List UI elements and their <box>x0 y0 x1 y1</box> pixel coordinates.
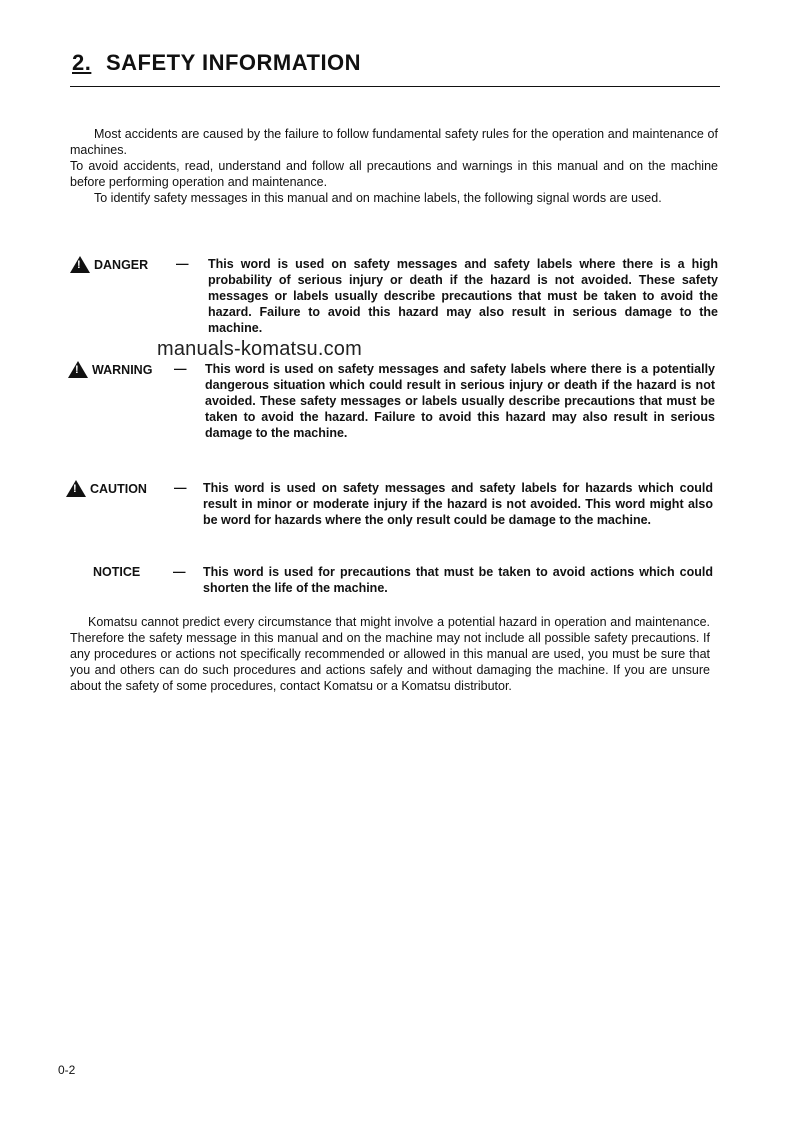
closing-paragraph: Komatsu cannot predict every circumstance that might involve a potential hazard in operation and maintenance. Therefore the safety message in this manual and on the machine may not include all possible safety precautions. If any procedures or actions not specifically recommended or allowed in this manual are used, you must be sure that you and others can do such procedures and actions safely and without damaging the machine. If you are unsure about the safety of some procedures, contact Komatsu or a Komatsu distributor. <box>70 615 710 693</box>
signal-word-danger <box>70 256 148 273</box>
signal-dash: — <box>173 565 186 579</box>
warning-triangle-icon <box>66 480 86 497</box>
title-rule <box>70 86 720 87</box>
page-title <box>72 50 361 76</box>
signal-dash: — <box>174 362 187 376</box>
signal-dash: — <box>174 481 187 495</box>
signal-notice <box>93 564 718 604</box>
signal-description: This word is used for precautions that must be taken to avoid actions which could shorten the life of the machine. <box>203 565 713 595</box>
intro-paragraph: To identify safety messages in this manual and on machine labels, the following signal words are used. <box>94 191 662 205</box>
section-number: 2. <box>72 50 92 75</box>
watermark-text: manuals-komatsu.com <box>157 338 362 360</box>
signal-danger <box>70 256 720 346</box>
signal-word-notice <box>93 564 140 580</box>
signal-label: WARNING <box>92 362 153 377</box>
signal-label: NOTICE <box>93 565 141 579</box>
warning-triangle-icon <box>68 361 88 378</box>
intro-text <box>70 126 718 206</box>
signal-label: DANGER <box>94 257 149 272</box>
section-title: SAFETY INFORMATION <box>105 50 362 75</box>
signal-description: This word is used on safety messages and safety labels for hazards which could result in minor or moderate injury if the hazard is not avoided. This word might also be word for hazards where the only result could be damage to the machine. <box>203 481 713 527</box>
signal-description: This word is used on safety messages and safety labels where there is a high probability of serious injury or death if the hazard is not avoided. These safety messages or labels usually describe precautions that must be taken to avoid the hazard. Failure to avoid this hazard may also result in serious damage to the machine. <box>208 257 718 335</box>
signal-dash: — <box>176 257 189 271</box>
signal-warning <box>68 361 718 461</box>
page-number: 0-2 <box>58 1063 76 1077</box>
warning-triangle-icon <box>70 256 90 273</box>
signal-word-warning <box>68 361 152 378</box>
signal-word-caution <box>66 480 147 497</box>
intro-paragraph: To avoid accidents, read, understand and follow all precautions and warnings in this manual and on the machine before performing operation and maintenance. <box>70 159 718 189</box>
signal-caution <box>66 480 716 550</box>
signal-label: CAUTION <box>90 481 147 496</box>
signal-description: This word is used on safety messages and safety labels where there is a potentially dangerous situation which could result in serious injury or death if the hazard is not avoided. These safety messages or labels usually describe precautions that must be taken to avoid the hazard. Failure to avoid this hazard may also result in serious damage to the machine. <box>205 362 715 440</box>
closing-text <box>70 614 710 694</box>
intro-paragraph: Most accidents are caused by the failure to follow fundamental safety rules for the operation and maintenance of machines. <box>70 127 718 157</box>
